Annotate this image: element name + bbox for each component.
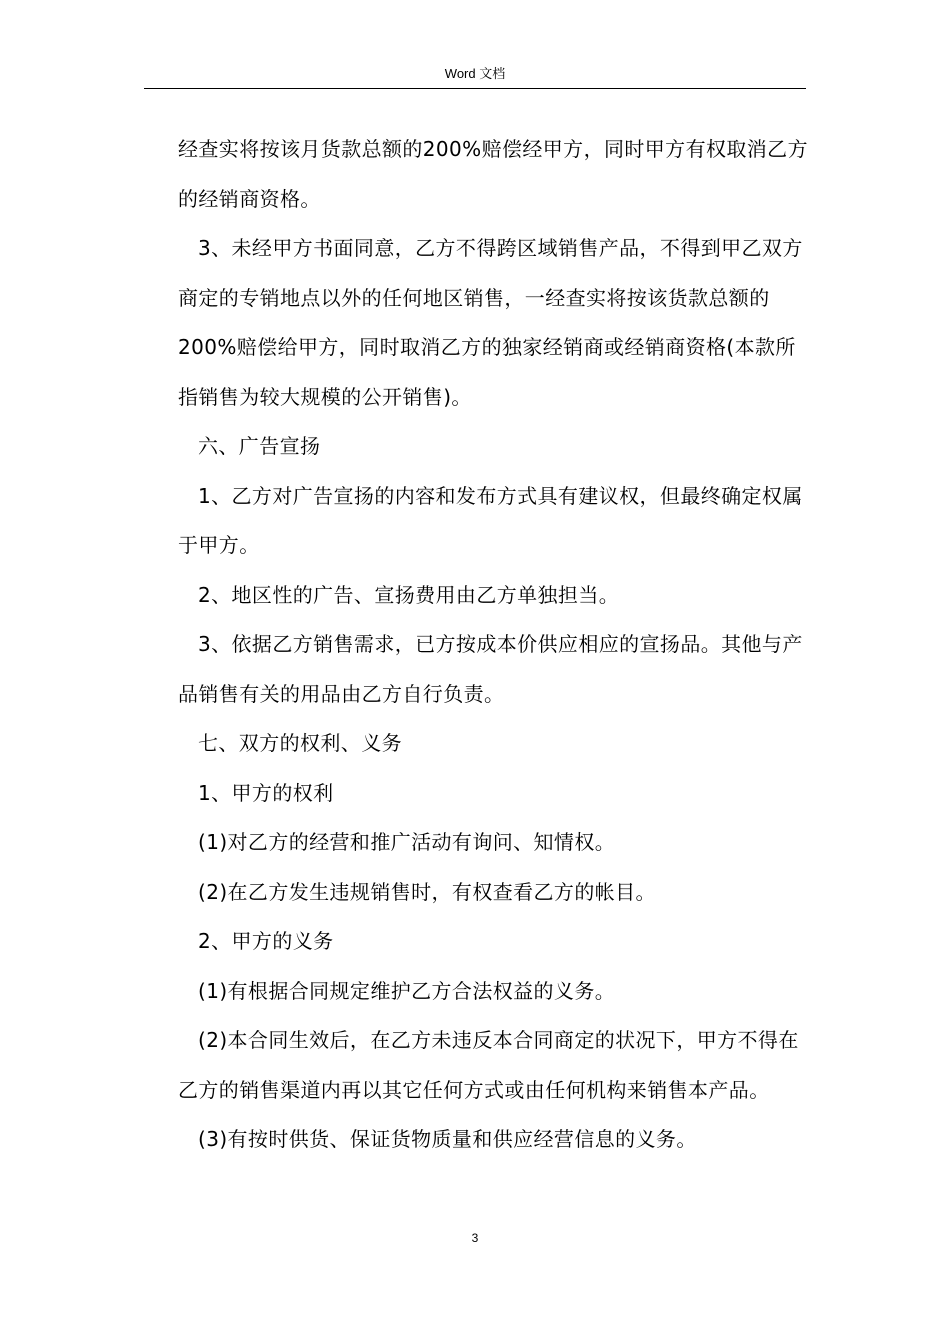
paragraph: 2、地区性的广告、宣扬费用由乙方单独担当。 (198, 582, 620, 607)
paragraph: 1、乙方对广告宣扬的内容和发布方式具有建议权，但最终确定权属于甲方。 (178, 483, 803, 557)
paragraph: (1)有根据合同规定维护乙方合法权益的义务。 (198, 978, 616, 1003)
page-header: Word 文档 (444, 66, 506, 81)
paragraph: (2)本合同生效后，在乙方未违反本合同商定的状况下，甲方不得在乙方的销售渠道内再以其它任何方式或由任何机构来销售本产品。 (178, 1028, 799, 1102)
header-divider (144, 88, 806, 89)
paragraph: (1)对乙方的经营和推广活动有询问、知情权。 (198, 830, 616, 854)
paragraph: 3、依据乙方销售需求，已方按成本价供应相应的宣扬品。其他与产品销售有关的用品由乙方自行负责。 (178, 632, 803, 706)
page-number: 3 (471, 1231, 479, 1245)
paragraph: 经查实将按该月货款总额的200%赔偿经甲方，同时甲方有权取消乙方的经销商资格。 (178, 137, 808, 211)
section-heading: 六、广告宣扬 (198, 434, 321, 458)
subsection-heading: 1、甲方的权利 (198, 780, 334, 805)
paragraph: (2)在乙方发生违规销售时，有权查看乙方的帐目。 (198, 879, 656, 904)
subsection-heading: 2、甲方的义务 (198, 929, 334, 953)
section-heading: 七、双方的权利、义务 (198, 731, 402, 755)
paragraph: (3)有按时供货、保证货物质量和供应经营信息的义务。 (198, 1127, 697, 1151)
paragraph: 3、未经甲方书面同意，乙方不得跨区域销售产品，不得到甲乙双方商定的专销地点以外的任何地区销售，一经查实将按该货款总额的200%赔偿给甲方，同时取消乙方的独家经销商或经销商资格(本款所指销售为较大规模的公开销售)。 (178, 236, 803, 409)
document-body (178, 125, 808, 1165)
